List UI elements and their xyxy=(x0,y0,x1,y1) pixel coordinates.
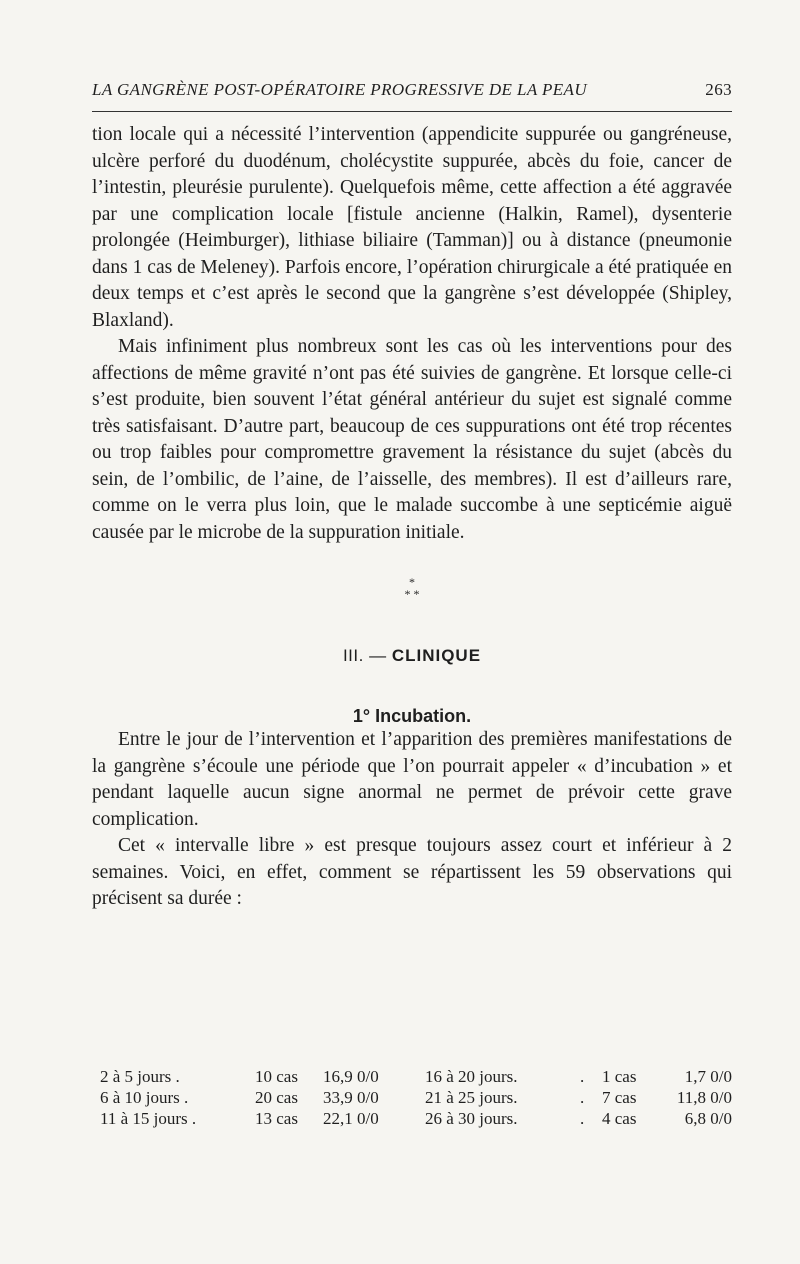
duration-range: 6 à 10 jours . xyxy=(100,1088,189,1107)
case-count: 1 cas xyxy=(602,1067,637,1086)
paragraph: Cet « intervalle libre » est presque toujours assez court et inférieur à 2 semaines. Voici, en effet, comment se répartissent les 59 observations qui précisent sa durée : xyxy=(92,835,732,909)
subsection-heading: 1° Incubation. xyxy=(352,706,472,726)
case-count: 20 cas xyxy=(255,1088,298,1107)
table-row xyxy=(100,1087,732,1108)
case-count: 13 cas xyxy=(255,1109,298,1128)
asterism-top: * xyxy=(409,575,415,589)
section-heading xyxy=(92,646,732,666)
table-row xyxy=(100,1108,732,1129)
paragraph: Entre le jour de l’intervention et l’apparition des premières manifestations de la gangrène s’écoule une période que l’on pourrait appeler « d’incubation » et pendant laquelle aucun signe anormal ne permet de prévoir cette grave complication. xyxy=(92,729,732,830)
duration-range: 21 à 25 jours. xyxy=(425,1088,518,1107)
paragraph: Mais infiniment plus nombreux sont les cas où les interventions pour des affections de même gravité n’ont pas été suivies de gangrène. Et lorsque celle-ci s’est produite, bien souvent l’état général antérieur du sujet est signalé comme très satisfaisant. D’autre part, beaucoup de ces suppurations ont été trop récentes ou trop faibles pour compromettre gravement la résistance du sujet (abcès du sein, de l’ombilic, de l’aine, de l’aisselle, des membres). Il est d’ailleurs rare, comme on le verra plus loin, que le malade succombe à une septicémie aiguë causée par le microbe de la suppuration initiale. xyxy=(92,336,732,543)
duration-range: 11 à 15 jours . xyxy=(100,1109,197,1128)
leader-dot: . xyxy=(580,1067,585,1086)
case-count: 7 cas xyxy=(602,1088,637,1107)
percentage: 33,9 0/0 xyxy=(323,1088,379,1107)
percentage: 11,8 0/0 xyxy=(676,1088,732,1107)
section-title: CLINIQUE xyxy=(391,646,482,665)
duration-range: 2 à 5 jours . xyxy=(100,1067,180,1086)
percentage: 22,1 0/0 xyxy=(323,1109,379,1128)
incubation-distribution-table xyxy=(100,1066,732,1129)
leader-dot: . xyxy=(580,1088,585,1107)
running-title: LA GANGRÈNE POST-OPÉRATOIRE PROGRESSIVE DE LA PEAU xyxy=(92,80,587,99)
section-numeral: III. — xyxy=(342,646,387,665)
asterism-bottom: * * xyxy=(404,587,420,601)
asterism xyxy=(92,576,732,600)
percentage: 6,8 0/0 xyxy=(684,1109,732,1128)
header-rule xyxy=(92,111,732,112)
paragraph-continued: tion locale qui a nécessité l’intervention (appendicite suppurée ou gangréneuse, ulcère perforé du duodénum, cholécystite suppurée, abcès du foie, cancer de l’intestin, pleurésie purulente). Quelquefois même, cette affection a été aggravée par une complication locale [fistule ancienne (Halkin, Ramel), dysenterie prolongée (Heimburger), lithiase biliaire (Tamman)] ou à distance (pneumonie dans 1 cas de Meleney). Parfois encore, l’opération chirurgicale a été pratiquée en deux temps et c’est après le second que la gangrène s’est développée (Shipley, Blaxland). xyxy=(92,124,732,331)
percentage: 16,9 0/0 xyxy=(323,1067,379,1086)
case-count: 10 cas xyxy=(255,1067,298,1086)
running-header xyxy=(92,80,732,100)
percentage: 1,7 0/0 xyxy=(684,1067,732,1086)
page-number: 263 xyxy=(705,80,732,99)
duration-range: 16 à 20 jours. xyxy=(425,1067,518,1086)
duration-range: 26 à 30 jours. xyxy=(425,1109,518,1128)
table-row xyxy=(100,1066,732,1087)
page-body xyxy=(92,122,732,913)
case-count: 4 cas xyxy=(602,1109,637,1128)
leader-dot: . xyxy=(580,1109,585,1128)
